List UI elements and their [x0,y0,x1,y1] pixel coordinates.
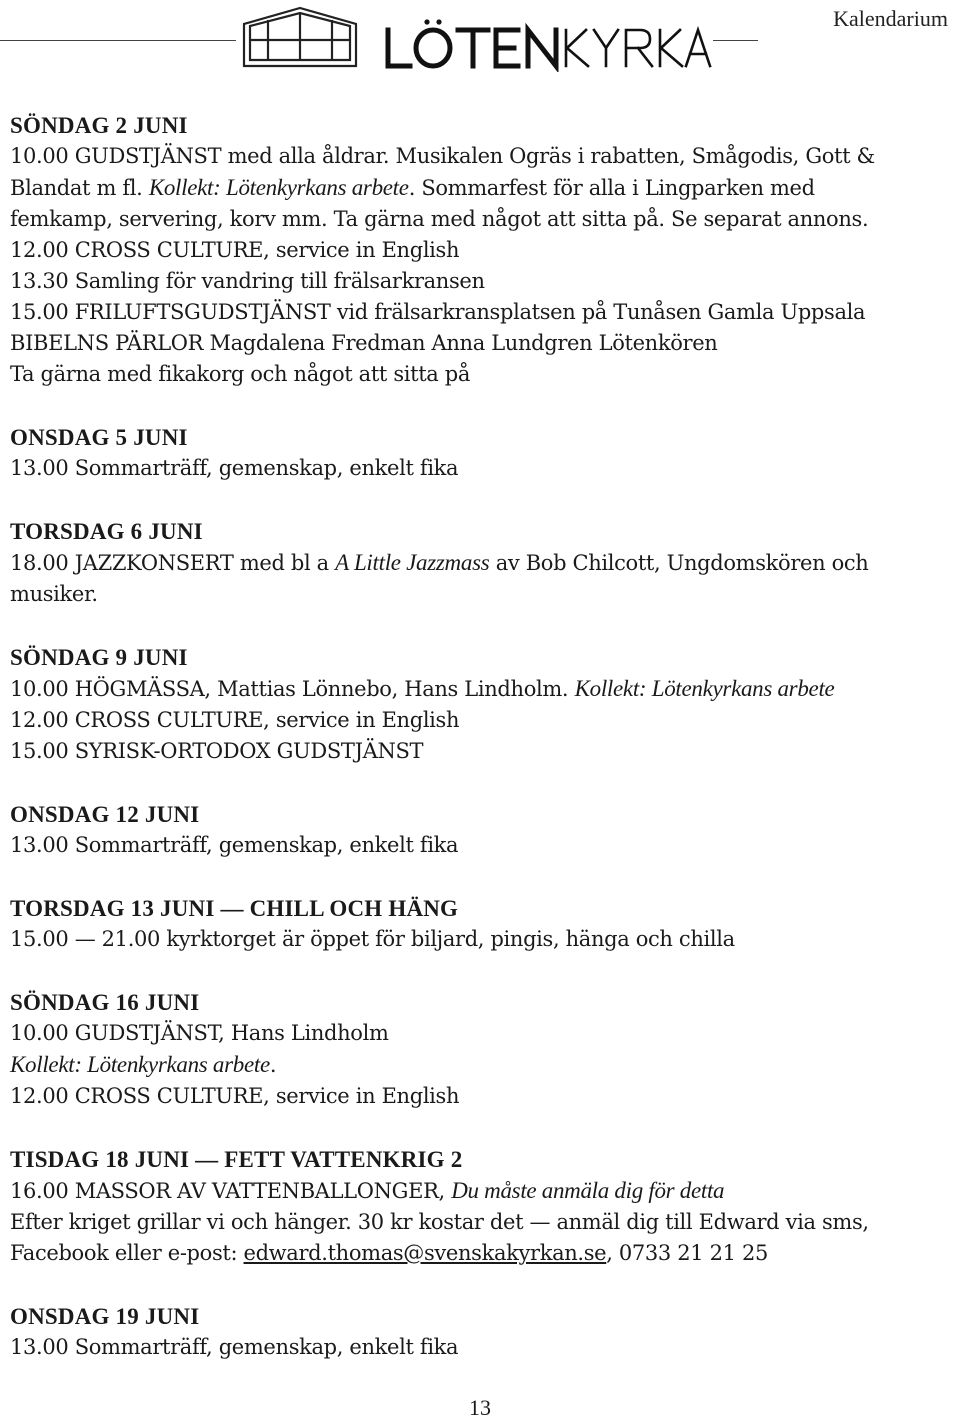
event-line [10,1207,950,1238]
day-heading: SÖNDAG 2 JUNI [10,113,188,138]
calendar-day [10,800,950,861]
section-gap [10,610,950,643]
event-line [10,204,950,235]
event-text: 12.00 CROSS CULTURE, service in English [10,238,460,262]
lotenkyrkan-logo [238,4,718,76]
section-gap [10,1112,950,1145]
page-header [0,0,960,80]
event-italic-text: Kollekt: Lötenkyrkans arbete [574,676,835,701]
event-text: Efter kriget grillar vi och hänger. 30 kr kostar det — anmäl dig till Edward via sms, [10,1210,869,1234]
event-text: 15.00 SYRISK-ORTODOX GUDSTJÄNST [10,739,424,763]
section-gap [10,955,950,988]
event-line [10,1018,950,1049]
event-line [10,359,950,390]
header-rule-right [713,40,758,41]
event-italic-text: Kollekt: Lötenkyrkans arbete [10,1052,270,1077]
event-line [10,579,950,610]
event-text-tail: . Sommarfest för alla i Lingparken med [408,176,815,200]
logo-graphic [238,4,718,72]
event-line [10,1049,950,1081]
event-text: 10.00 GUDSTJÄNST, Hans Lindholm [10,1021,389,1045]
event-line [10,830,950,861]
event-text: musiker. [10,582,98,606]
event-text: Facebook eller e-post: [10,1241,244,1265]
event-line [10,1175,950,1207]
event-text: 13.30 Samling för vandring till frälsarkransen [10,269,485,293]
calendar-day [10,111,950,390]
section-gap [10,1269,950,1302]
event-text: 13.00 Sommarträff, gemenskap, enkelt fika [10,833,459,857]
day-heading: TISDAG 18 JUNI — FETT VATTENKRIG 2 [10,1147,463,1172]
event-text: BIBELNS PÄRLOR Magdalena Fredman Anna Lundgren Lötenkören [10,331,718,355]
calendar-day [10,894,950,955]
event-line [10,1081,950,1112]
event-line [10,673,950,705]
event-text: 10.00 GUDSTJÄNST med alla åldrar. Musikalen Ogräs i rabatten, Smågodis, Gott & [10,144,875,168]
calendar-content [10,111,950,1363]
event-line [10,924,950,955]
event-line [10,1238,950,1269]
section-gap [10,861,950,894]
section-gap [10,484,950,517]
event-line [10,547,950,579]
event-line [10,297,950,328]
calendar-day [10,517,950,610]
event-line [10,235,950,266]
page-number: 13 [469,1395,491,1420]
event-text: 12.00 CROSS CULTURE, service in English [10,708,460,732]
email-link[interactable]: edward.thomas@svenskakyrkan.se [243,1241,607,1265]
event-line [10,328,950,359]
calendar-day [10,988,950,1112]
event-line [10,266,950,297]
event-line [10,172,950,204]
event-text: 10.00 HÖGMÄSSA, Mattias Lönnebo, Hans Lindholm. [10,677,575,701]
event-line [10,705,950,736]
event-text: femkamp, servering, korv mm. Ta gärna med något att sitta på. Se separat annons. [10,207,869,231]
day-heading: ONSDAG 19 JUNI [10,1304,200,1329]
event-text: 18.00 JAZZKONSERT med bl a [10,551,336,575]
event-text: 15.00 FRILUFTSGUDSTJÄNST vid frälsarkransplatsen på Tunåsen Gamla Uppsala [10,300,866,324]
calendar-day [10,1302,950,1363]
event-text: 13.00 Sommarträff, gemenskap, enkelt fika [10,456,459,480]
event-italic-text: Du måste anmäla dig för detta [451,1178,725,1203]
event-text: 13.00 Sommarträff, gemenskap, enkelt fika [10,1335,459,1359]
event-line [10,736,950,767]
event-line [10,141,950,172]
section-gap [10,767,950,800]
event-line [10,1332,950,1363]
calendar-day [10,423,950,484]
event-text: 15.00 — 21.00 kyrktorget är öppet för biljard, pingis, hänga och chilla [10,927,735,951]
section-gap [10,390,950,423]
event-text-tail: . [269,1053,277,1077]
day-heading: TORSDAG 13 JUNI — CHILL OCH HÄNG [10,896,459,921]
day-heading: ONSDAG 5 JUNI [10,425,188,450]
day-heading: SÖNDAG 9 JUNI [10,645,188,670]
event-text-tail: , 0733 21 21 25 [606,1241,768,1265]
event-text: Blandat m fl. [10,176,149,200]
event-text: Ta gärna med fikakorg och något att sitta på [10,362,471,386]
event-italic-text: Kollekt: Lötenkyrkans arbete [148,175,409,200]
event-italic-text: A Little Jazzmass [335,550,490,575]
calendar-day [10,643,950,767]
event-line [10,453,950,484]
calendar-day [10,1145,950,1269]
day-heading: TORSDAG 6 JUNI [10,519,203,544]
day-heading: ONSDAG 12 JUNI [10,802,200,827]
header-rule-left [0,40,236,41]
event-text: 12.00 CROSS CULTURE, service in English [10,1084,460,1108]
event-text: 16.00 MASSOR AV VATTENBALLONGER, [10,1179,452,1203]
section-label: Kalendarium [833,6,948,31]
day-heading: SÖNDAG 16 JUNI [10,990,200,1015]
event-text-tail: av Bob Chilcott, Ungdomskören och [489,551,869,575]
